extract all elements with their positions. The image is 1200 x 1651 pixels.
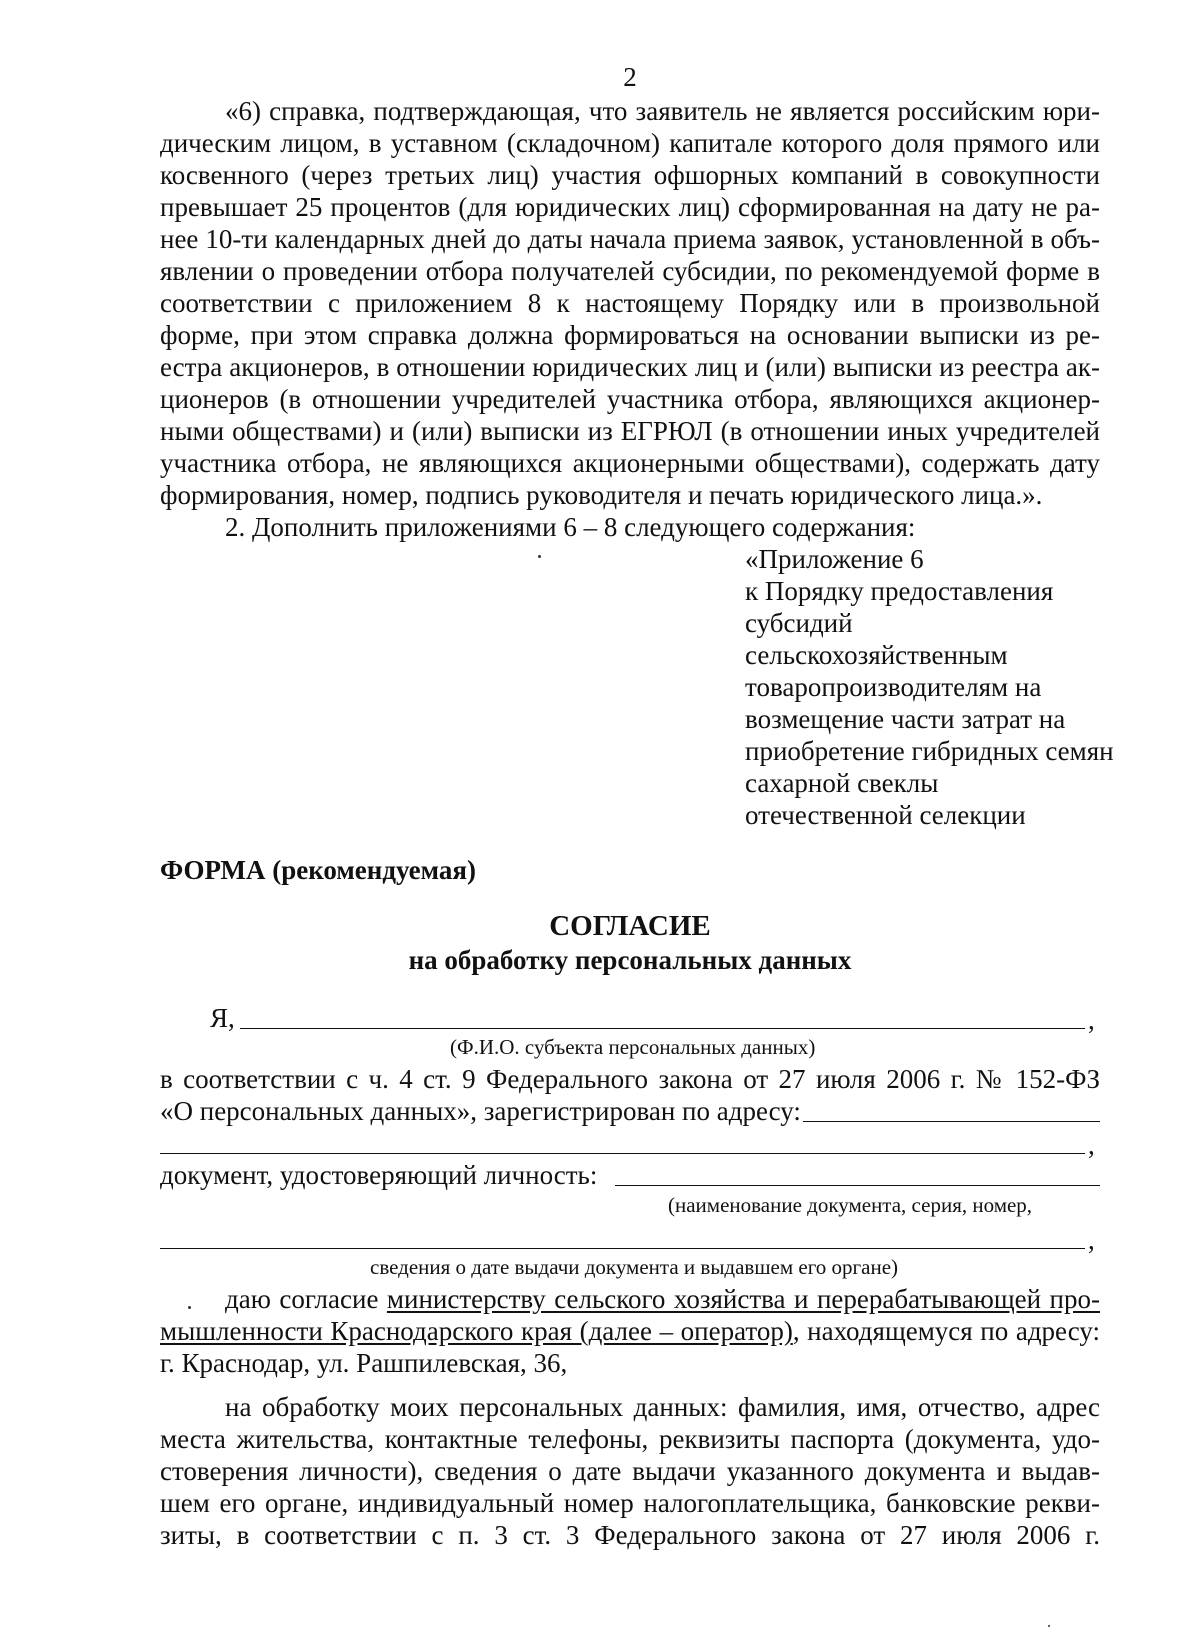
- appendix-line: сахарной свеклы: [745, 768, 939, 798]
- consent-subtitle: на обработку персональных данных: [408, 945, 852, 975]
- fio-blank[interactable]: [240, 1028, 1085, 1029]
- clause-line: превышает 25 процентов (для юридических лиц) сформированная на дату не ра-: [160, 192, 1100, 222]
- address-blank-2[interactable]: [160, 1153, 1085, 1154]
- clause-line: дическим лицом, в уставном (складочном) капитале которого доля прямого или: [160, 128, 1100, 158]
- scan-speck: [188, 1306, 191, 1309]
- clause-line: ными обществами) и (или) выписки из ЕГРЮЛ (в отношении иных учредителей: [160, 416, 1100, 446]
- law-line-1: в соответствии с ч. 4 ст. 9 Федерального закона от 27 июля 2006 г. № 152-ФЗ: [160, 1064, 1100, 1094]
- address-comma: ,: [1088, 1130, 1095, 1160]
- fio-comma: ,: [1088, 1005, 1095, 1035]
- appendix-line: субсидий: [745, 608, 853, 638]
- form-label: ФОРМА (рекомендуемая): [160, 855, 476, 885]
- appendix-line: отечественной селекции: [745, 800, 1026, 830]
- operator-name-cont: мышленности Краснодарского края (далее – оператор): [160, 1316, 793, 1346]
- consent-line-2: [160, 1316, 1100, 1347]
- clause-line: участника отбора, не являющихся акционерными обществами), содержать дату: [160, 448, 1100, 478]
- law-line-2: «О персональных данных», зарегистрирован по адресу:: [160, 1096, 801, 1126]
- page-number: 2: [623, 62, 637, 92]
- scan-speck: [538, 555, 541, 558]
- operator-address: г. Краснодар, ул. Рашпилевская, 36,: [160, 1348, 568, 1378]
- processing-line: шем его органе, индивидуальный номер налогоплательщика, банковские рекви-: [160, 1488, 1100, 1518]
- doc-blank[interactable]: [615, 1185, 1100, 1186]
- processing-line: стоверения личности), сведения о дате выдачи указанного документа и выдав-: [160, 1456, 1100, 1486]
- processing-line: места жительства, контактные телефоны, реквизиты паспорта (документа, удо-: [160, 1424, 1100, 1454]
- appendix-line: «Приложение 6: [745, 544, 924, 574]
- doc-blank-2[interactable]: [160, 1248, 1085, 1249]
- clause-line: формирования, номер, подпись руководителя и печать юридического лица.».: [160, 480, 1043, 510]
- processing-line: зиты, в соответствии с п. 3 ст. 3 Федерального закона от 27 июля 2006 г.: [160, 1520, 1100, 1550]
- appendix-line: возмещение части затрат на: [745, 704, 1066, 734]
- consent-text: даю согласие: [225, 1284, 387, 1314]
- doc-comma: ,: [1088, 1225, 1095, 1255]
- i-label: Я,: [210, 1003, 235, 1033]
- doc-caption-1: (наименование документа, серия, номер,: [668, 1193, 1033, 1217]
- point-2: 2. Дополнить приложениями 6 – 8 следующего содержания:: [225, 512, 916, 542]
- appendix-line: товаропроизводителям на: [745, 672, 1042, 702]
- clause-line: косвенного (через третьих лиц) участия офшорных компаний в совокупности: [160, 160, 1100, 190]
- clause-line: «6) справка, подтверждающая, что заявитель не является российским юри-: [225, 96, 1100, 126]
- scan-speck: [1048, 1625, 1050, 1627]
- appendix-line: к Порядку предоставления: [745, 576, 1054, 606]
- operator-name: министерству сельского хозяйства и перерабатывающей про-: [386, 1284, 1100, 1314]
- processing-line: на обработку моих персональных данных: фамилия, имя, отчество, адрес: [225, 1392, 1100, 1422]
- appendix-line: сельскохозяйственным: [745, 640, 1008, 670]
- clause-line: ционеров (в отношении учредителей участника отбора, являющихся акционер-: [160, 384, 1100, 414]
- doc-caption-2: сведения о дате выдачи документа и выдавшем его органе): [370, 1255, 899, 1279]
- clause-line: естра акционеров, в отношении юридических лиц и (или) выписки из реестра ак-: [160, 352, 1100, 382]
- consent-line-1: [225, 1284, 1100, 1315]
- doc-label: документ, удостоверяющий личность:: [160, 1160, 598, 1190]
- fio-caption: (Ф.И.О. субъекта персональных данных): [450, 1035, 816, 1059]
- appendix-line: приобретение гибридных семян: [745, 736, 1114, 766]
- consent-text: , находящемуся по адресу:: [792, 1316, 1100, 1346]
- clause-line: соответствии с приложением 8 к настоящему Порядку или в произвольной: [160, 288, 1100, 318]
- clause-line: явлении о проведении отбора получателей субсидии, по рекомендуемой форме в: [160, 256, 1100, 286]
- consent-title: СОГЛАСИЕ: [549, 910, 711, 942]
- clause-line: форме, при этом справка должна формироваться на основании выписки из ре-: [160, 320, 1100, 350]
- clause-line: нее 10-ти календарных дней до даты начала приема заявок, установленной в объ-: [160, 224, 1100, 254]
- address-blank[interactable]: [803, 1121, 1100, 1122]
